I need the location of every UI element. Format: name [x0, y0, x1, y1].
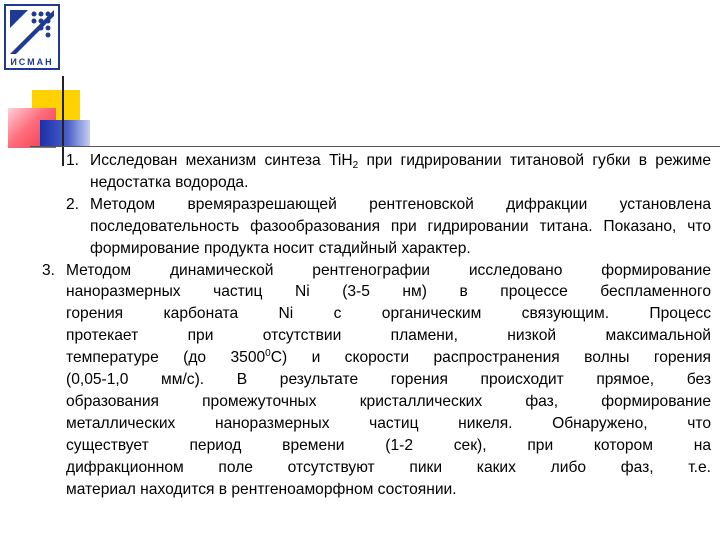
item-line: образования промежуточных кристаллических фаз, формирование	[66, 392, 711, 410]
item-line: металлических наноразмерных частиц никеля. Обнаружено, что	[66, 414, 711, 432]
decor-horizontal-line	[30, 146, 720, 147]
item-text: при гидрировании титановой губки в режиме недостатка водорода.	[90, 152, 711, 191]
superscript: 0	[265, 348, 271, 360]
subscript: 2	[352, 160, 359, 171]
logo-text: ИСМАН	[10, 57, 54, 67]
list-item-3	[42, 260, 711, 501]
item-line: температуре (до 3500$^0$С) и скорости распространения волны горения	[66, 348, 711, 367]
item-line: протекает при отсутствии пламени, низкой максимальной	[66, 327, 711, 345]
item-line: материал находится в рентгеноаморфном состоянии.	[66, 480, 457, 498]
item-line: существует период времени (1-2 сек), при котором на	[66, 436, 711, 454]
item-line: (0,05-1,0 мм/с). В результате горения происходит прямое, без	[66, 371, 711, 389]
item-line: 3. Методом динамической рентгенографии исследовано формирование	[66, 260, 711, 282]
list-item-1	[66, 150, 711, 194]
list-item-2	[66, 194, 711, 260]
item-number: 2.	[66, 195, 80, 213]
item-line: дифракционном поле отсутствуют пики каких либо фаз, т.е.	[66, 458, 711, 476]
logo-graphic	[6, 6, 58, 56]
decor-vertical-line	[62, 76, 64, 166]
item-text: Методом времяразрешающей рентгеновской дифракции установлена последовательность фазообразования при гидрировании титана. Показано, что формирование продукта носит стадийный характер.	[90, 195, 711, 257]
item-line: наноразмерных частиц Ni (3-5 нм) в процессе беспламенного	[66, 283, 711, 301]
item-line: горения карбоната Ni с органическим связующим. Процесс	[66, 305, 711, 323]
item-text: Исследован механизм синтеза TiH	[90, 152, 353, 169]
ismann-logo	[4, 4, 60, 70]
item-number: 3.	[42, 261, 56, 279]
item-number: 1.	[66, 152, 80, 169]
slide-body	[42, 150, 711, 501]
decor-blue-bar	[40, 120, 90, 146]
